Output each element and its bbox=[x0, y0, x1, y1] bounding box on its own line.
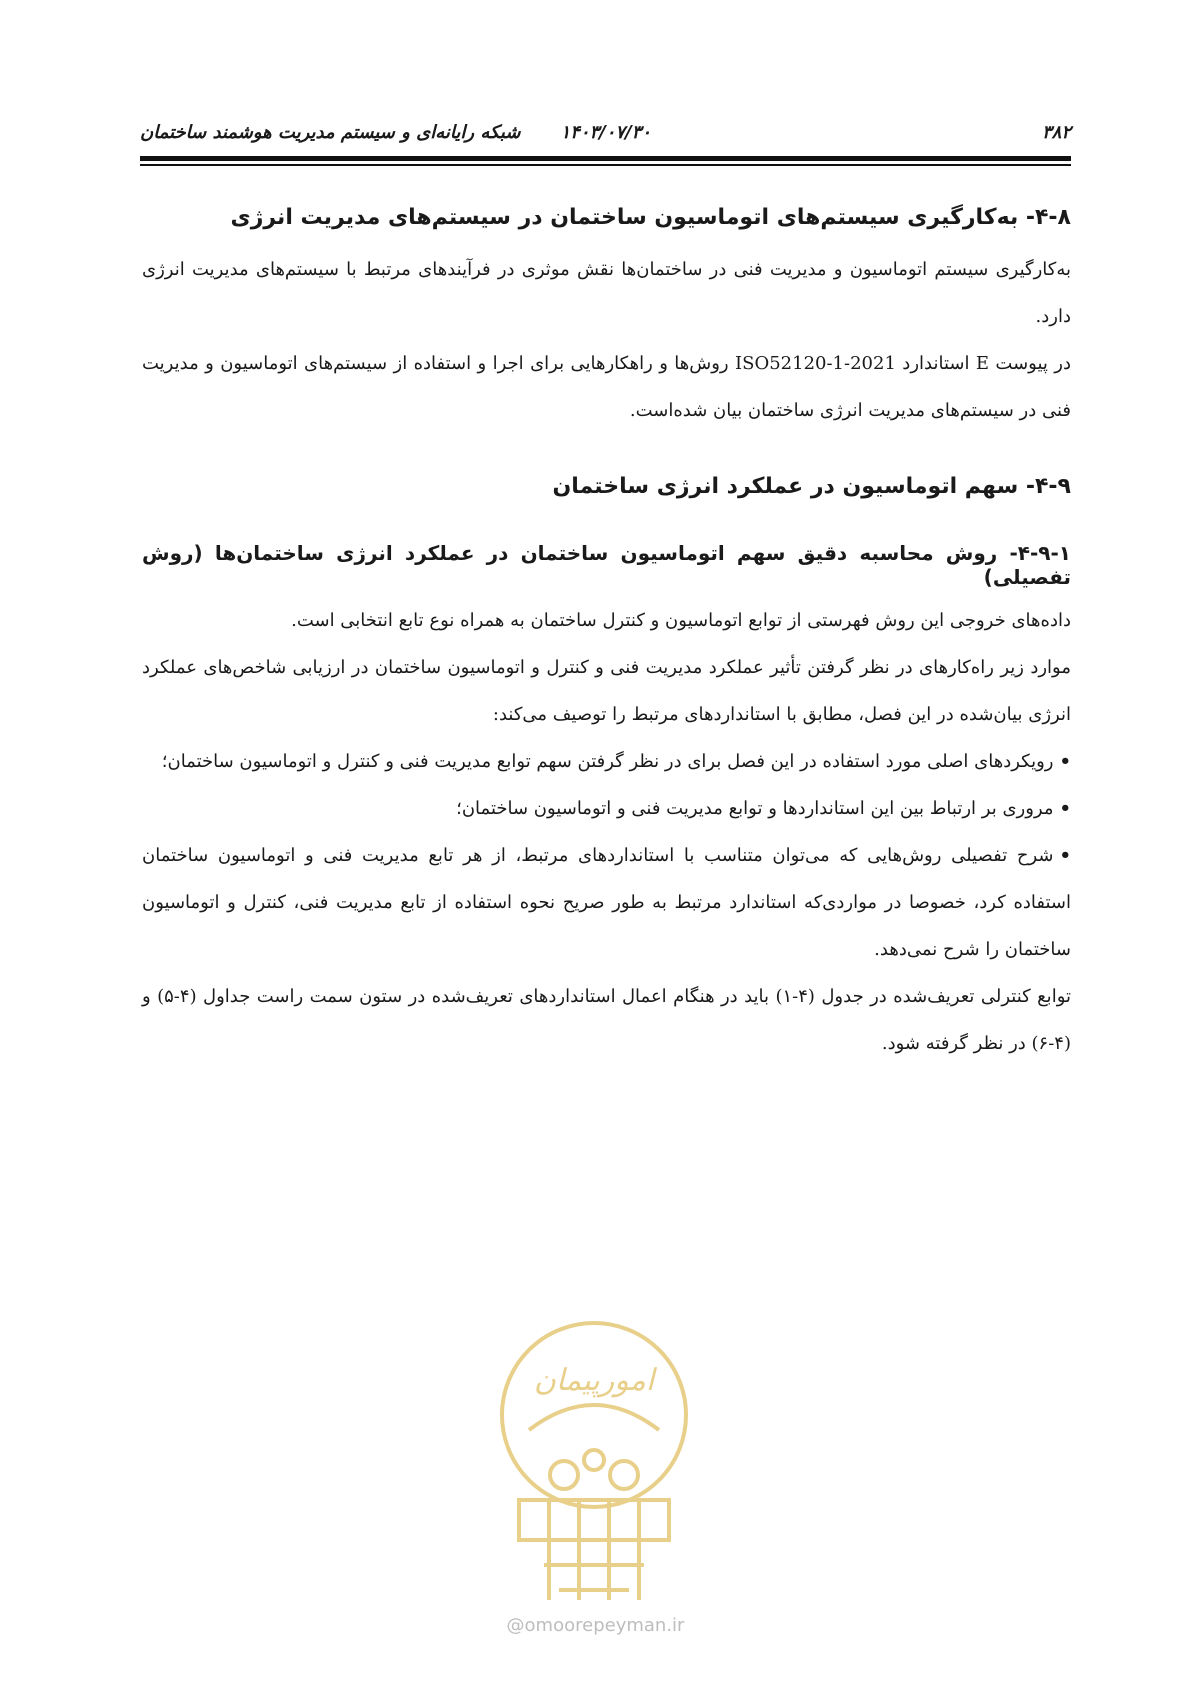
heading-4-8: ۴-۸- به‌کارگیری سیستم‌های اتوماسیون ساختمان در سیستم‌های مدیریت انرژی bbox=[230, 205, 1071, 230]
page-header bbox=[140, 116, 1071, 146]
list-item bbox=[142, 738, 1071, 785]
svg-text:امورپیمان: امورپیمان bbox=[533, 1363, 655, 1398]
heading-4-9-1: ۴-۹-۱- روش محاسبه دقیق سهم اتوماسیون ساختمان در عملکرد انرژی ساختمان‌ها (روش تفصیلی) bbox=[142, 541, 1071, 589]
bullet-icon: • bbox=[1059, 751, 1071, 772]
paragraph-4-9-1-3: توابع کنترلی تعریف‌شده در جدول (۴-۱) باید در هنگام اعمال استانداردهای تعریف‌شده در ستون سمت راست جداول (۴-۵) و (۴-۶) در نظر گرفته شود. bbox=[142, 986, 1071, 1054]
bullet-icon: • bbox=[1059, 845, 1071, 866]
bullet-icon: • bbox=[1059, 798, 1071, 819]
page-number: ۳۸۲ bbox=[1041, 122, 1071, 143]
paragraph-4-8-1: به‌کارگیری سیستم اتوماسیون و مدیریت فنی در ساختمان‌ها نقش موثری در فرآیندهای مرتبط با سیستم‌های مدیریت انرژی دارد. bbox=[142, 259, 1071, 327]
paragraph-4-9-1-1: داده‌های خروجی این روش فهرستی از توابع اتوماسیون و کنترل ساختمان به همراه نوع تابع انتخابی است. bbox=[291, 610, 1071, 631]
header-rule-thick bbox=[140, 156, 1071, 161]
bullet-text: رویکردهای اصلی مورد استفاده در این فصل برای در نظر گرفتن سهم توابع مدیریت فنی و کنترل و اتوماسیون ساختمان؛ bbox=[161, 751, 1054, 772]
list-item bbox=[142, 785, 1071, 832]
bullet-text: مروری بر ارتباط بین این استانداردها و توابع مدیریت فنی و اتوماسیون ساختمان؛ bbox=[456, 798, 1054, 819]
paragraph-4-8-2: در پیوست E استاندارد ISO52120-1-2021 روش‌ها و راهکارهایی برای اجرا و استفاده از سیستم‌های اتوماسیون و مدیریت فنی در سیستم‌های مدیریت انرژی ساختمان بیان شده‌است. bbox=[142, 353, 1072, 421]
bullet-text: شرح تفصیلی روش‌هایی که می‌توان متناسب با استانداردهای مرتبط، از هر تابع مدیریت فنی و اتوماسیون ساختمان استفاده کرد، خصوصا در مواردی‌که استاندارد مرتبط به طور صریح نحوه استفاده از تابع مدیریت فنی، کنترل و اتوماسیون ساختمان را شرح نمی‌دهد. bbox=[142, 845, 1071, 960]
header-date: ۱۴۰۳/۰۷/۳۰ bbox=[560, 122, 651, 143]
list-item bbox=[142, 832, 1071, 973]
heading-4-9: ۴-۹- سهم اتوماسیون در عملکرد انرژی ساختمان bbox=[552, 474, 1071, 499]
watermark-logo-icon bbox=[489, 1310, 699, 1610]
paragraph-4-9-1-2: موارد زیر راه‌کارهای در نظر گرفتن تأثیر عملکرد مدیریت فنی و کنترل و اتوماسیون ساختمان در ارزیابی شاخص‌های عملکرد انرژی بیان‌شده در این فصل، مطابق با استانداردهای مرتبط را توصیف می‌کند: bbox=[142, 657, 1071, 725]
watermark-site: @omoorepeyman.ir bbox=[506, 1615, 685, 1636]
header-title: شبکه رایانه‌ای و سیستم مدیریت هوشمند ساختمان bbox=[140, 122, 521, 143]
page-body bbox=[142, 205, 1071, 1067]
header-rule-thin bbox=[140, 164, 1071, 166]
